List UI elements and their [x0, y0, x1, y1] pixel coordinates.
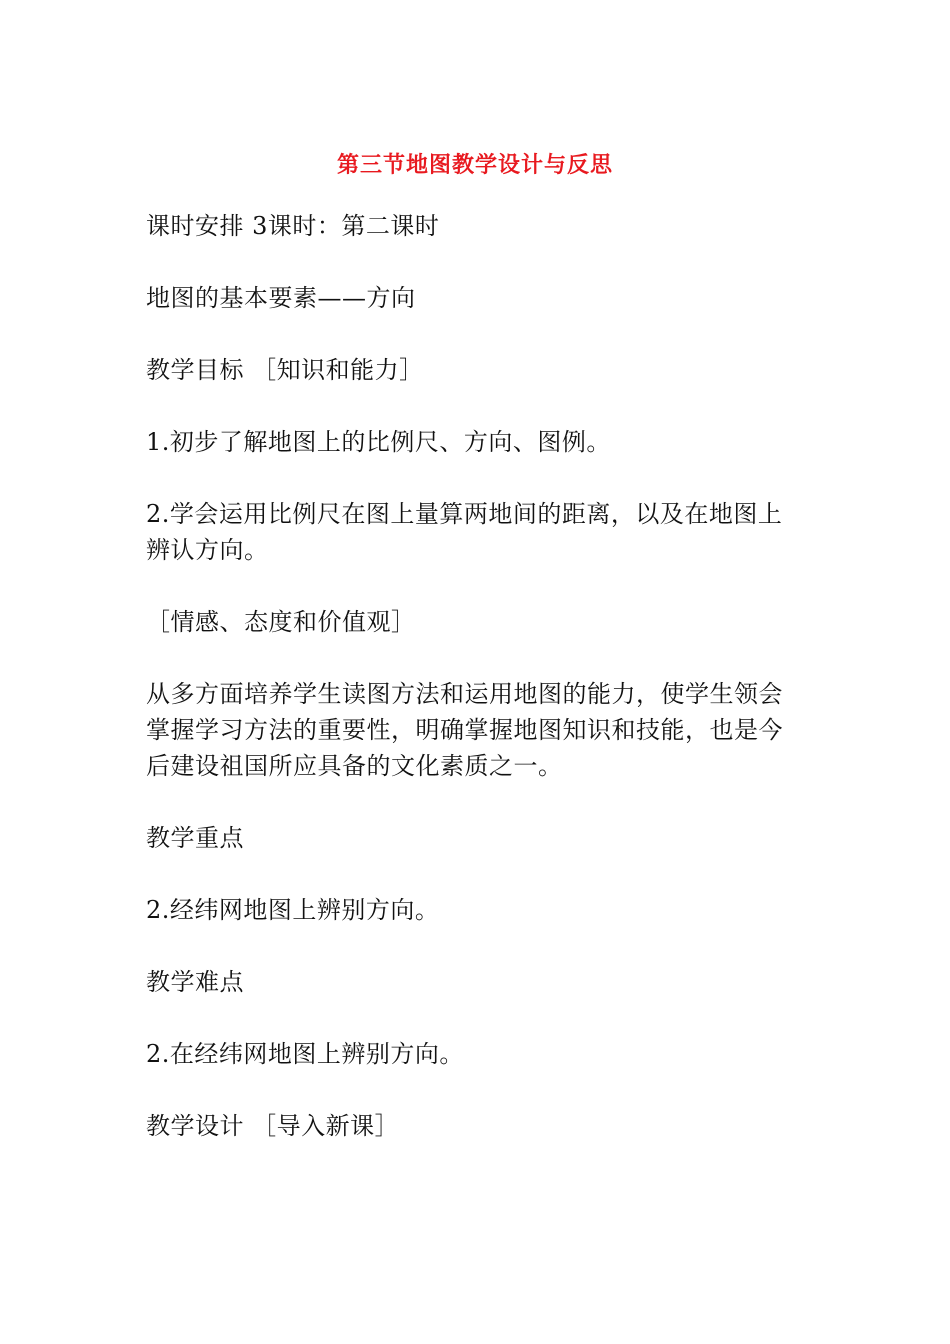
paragraph-teaching-goals: 教学目标 ［知识和能力］: [146, 356, 424, 384]
paragraph-design-heading: 教学设计 ［导入新课］: [146, 1112, 400, 1140]
paragraph-topic: 地图的基本要素——方向: [146, 284, 416, 312]
document-title: 第三节地图教学设计与反思: [336, 152, 613, 178]
paragraph-difficulty: 2.在经纬网地图上辨别方向。: [146, 1040, 464, 1068]
paragraph-difficulty-heading: 教学难点: [146, 968, 244, 996]
paragraph-goal-2: 2.学会运用比例尺在图上量算两地间的距离，以及在地图上辨认方向。: [146, 500, 783, 564]
paragraph-key-point: 2.经纬网地图上辨别方向。: [146, 896, 440, 924]
paragraph-key-points-heading: 教学重点: [146, 824, 244, 852]
paragraph-lesson-arrangement: 课时安排 3课时：第二课时: [146, 212, 440, 240]
document-body: [146, 208, 796, 1144]
paragraph-emotion-heading: ［情感、态度和价值观］: [146, 608, 416, 636]
paragraph-goal-1: 1.初步了解地图上的比例尺、方向、图例。: [146, 428, 611, 456]
paragraph-emotion-body: 从多方面培养学生读图方法和运用地图的能力，使学生领会掌握学习方法的重要性，明确掌握地图知识和技能，也是今后建设祖国所应具备的文化素质之一。: [146, 680, 783, 780]
